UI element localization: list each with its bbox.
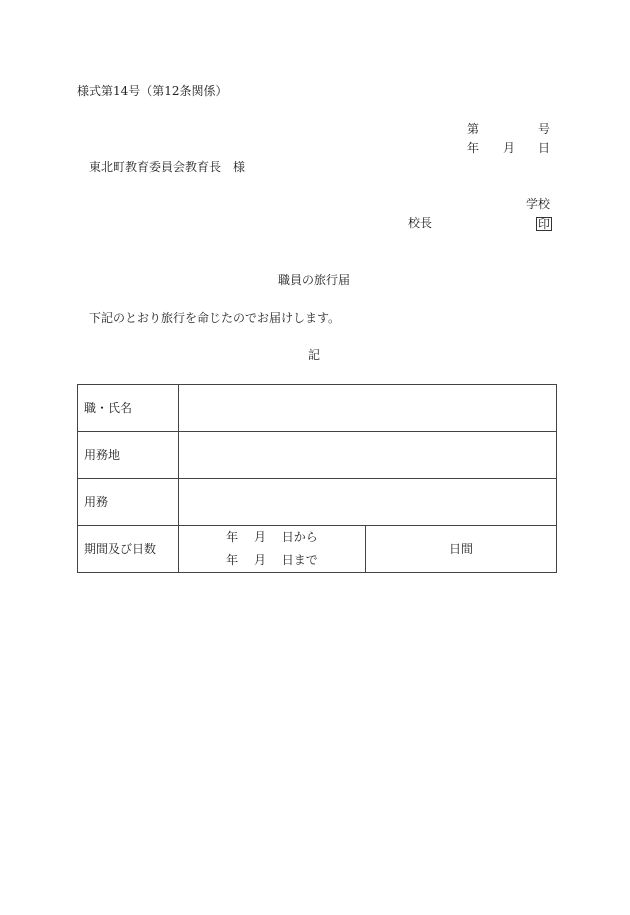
sender-principal: 校長 xyxy=(408,216,433,230)
doc-number-prefix: 第 xyxy=(467,122,480,136)
row-label-business: 用務 xyxy=(78,479,179,526)
row-label-period: 期間及び日数 xyxy=(78,526,179,573)
addressee: 東北町教育委員会教育長 様 xyxy=(89,160,246,174)
table-row xyxy=(78,432,557,479)
ki-heading: 記 xyxy=(308,348,321,362)
days-field[interactable]: 日間 xyxy=(366,526,557,573)
seal-mark: 印 xyxy=(538,217,551,231)
row-label-destination: 用務地 xyxy=(78,432,179,479)
table-row xyxy=(78,526,557,573)
row-label-name: 職・氏名 xyxy=(78,385,179,432)
body-text: 下記のとおり旅行を命じたのでお届けします。 xyxy=(89,311,341,325)
business-field[interactable] xyxy=(179,479,557,526)
period-field[interactable] xyxy=(179,526,366,573)
date-day: 日 xyxy=(538,141,551,155)
period-to: 年 月 日まで xyxy=(226,553,318,567)
period-from: 年 月 日から xyxy=(226,530,318,544)
name-field[interactable] xyxy=(179,385,557,432)
sender-school: 学校 xyxy=(526,197,551,211)
form-number: 様式第14号（第12条関係） xyxy=(77,84,228,98)
destination-field[interactable] xyxy=(179,432,557,479)
table-row xyxy=(78,479,557,526)
date-month: 月 xyxy=(503,141,516,155)
travel-form-table xyxy=(77,384,557,573)
date-year: 年 xyxy=(467,141,480,155)
doc-number-suffix: 号 xyxy=(538,122,551,136)
table-row xyxy=(78,385,557,432)
document-title: 職員の旅行届 xyxy=(278,273,351,287)
